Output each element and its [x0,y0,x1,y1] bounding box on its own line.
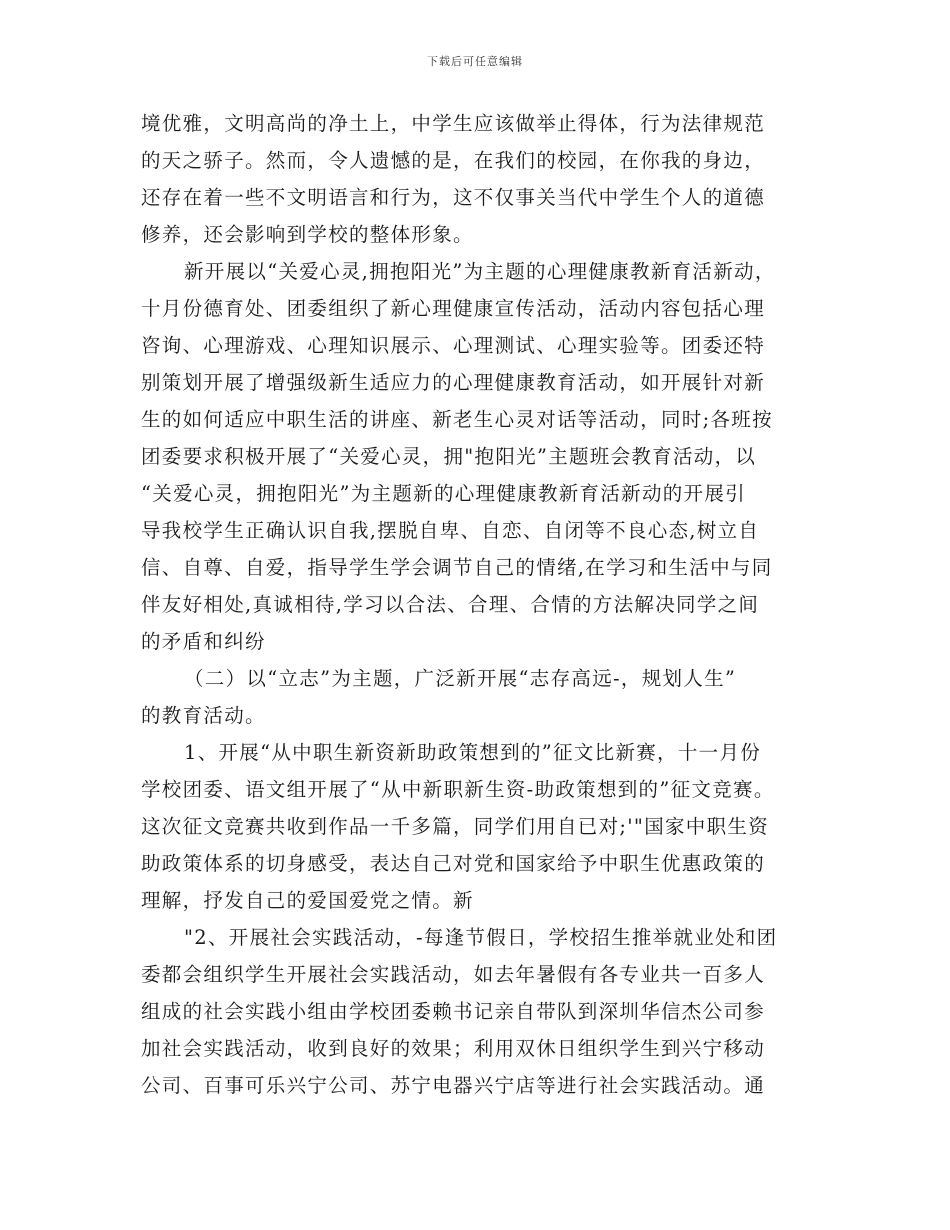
text-line: 委都会组织学生开展社会实践活动，如去年暑假有各专业共一百多人 [141,963,766,986]
text-line: “关爱心灵，拥抱阳光”为主题新的心理健康教新育活新动的开展引 [141,482,746,505]
text-line: 伴友好相处,真诚相待,学习以合法、合理、合情的方法解决同学之间 [141,593,760,616]
text-line: 组成的社会实践小组由学校团委赖书记亲自带队到深圳华信杰公司参 [141,1000,766,1023]
text-line: 1、开展“从中职生新资新助政策想到的”征文比新赛，十一月份 [184,741,762,764]
text-line: 公司、百事可乐兴宁公司、苏宁电器兴宁店等进行社会实践活动。通 [141,1074,766,1097]
text-line: 的教育活动。 [141,704,266,727]
document-body [141,105,811,1104]
text-line: "2、开展社会实践活动，-每逢节假日，学校招生推举就业处和团 [184,926,778,949]
text-line: 的矛盾和纠纷 [141,630,266,653]
section-heading: （二）以“立志”为主题，广泛新开展“志存高远-，规划人生” [184,667,737,690]
text-line: 理解，抒发自己的爱国爱党之情。新 [141,889,474,912]
text-line: 加社会实践活动，收到良好的效果；利用双休日组织学生到兴宁移动 [141,1037,766,1060]
text-line: 修养，还会影响到学校的整体形象。 [141,223,474,246]
text-line: 的天之骄子。然而，令人遗憾的是，在我们的校园，在你我的身边， [141,149,766,172]
text-line: 学校团委、语文组开展了“从中新职新生资-助政策想到的”征文竞赛。 [141,778,775,801]
text-line: 还存在着一些不文明语言和行为，这不仅事关当代中学生个人的道德 [141,186,766,209]
text-line: 咨询、心理游戏、心理知识展示、心理测试、心理实验等。团委还特 [141,334,766,357]
text-line: 十月份德育处、团委组织了新心理健康宣传活动，活动内容包括心理 [141,297,766,320]
text-line: 别策划开展了增强级新生适应力的心理健康教育活动，如开展针对新 [141,371,766,394]
text-line: 新开展以“关爱心灵,拥抱阳光”为主题的心理健康教新育活新动， [184,260,776,283]
text-line: 信、自尊、自爱，指导学生学会调节自己的情绪,在学习和生活中与同 [141,556,773,579]
text-line: 生的如何适应中职生活的讲座、新老生心灵对话等活动，同时;各班按 [141,408,773,431]
text-line: 这次征文竞赛共收到作品一千多篇，同学们用自已对;'"国家中职生资 [141,815,769,838]
text-line: 导我校学生正确认识自我,摆脱自卑、自恋、自闭等不良心态,树立自 [141,519,760,542]
text-line: 团委要求积极开展了“关爱心灵，拥"抱阳光”主题班会教育活动，以 [141,445,757,468]
text-line: 助政策体系的切身感受，表达自己对党和国家给予中职生优惠政策的 [141,852,766,875]
text-line: 境优雅，文明高尚的净土上，中学生应该做举止得体，行为法律规范 [141,112,766,135]
page-header: 下载后可任意编辑 [427,55,523,68]
